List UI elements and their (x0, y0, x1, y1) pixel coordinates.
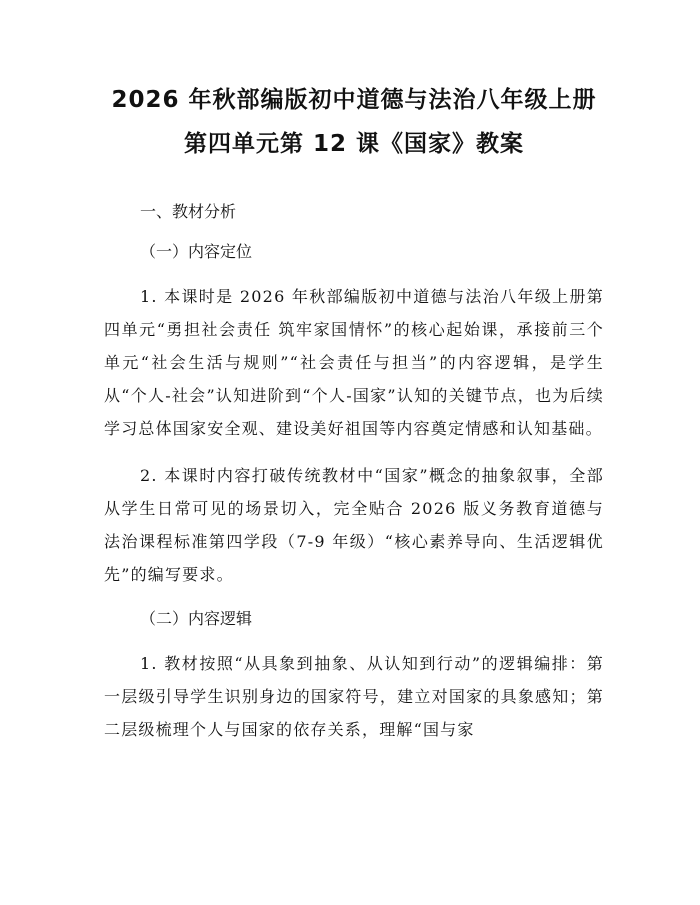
section-heading-textbook-analysis: 一、教材分析 (140, 202, 237, 221)
title-line-1: 2026 年秋部编版初中道德与法治八年级上册 (111, 87, 597, 113)
subsection-heading-content-positioning: （一）内容定位 (140, 242, 253, 261)
document-title (104, 78, 604, 166)
paragraph: 2. 本课时内容打破传统教材中“国家”概念的抽象叙事，全部从学生日常可见的场景切入，完全贴合 2026 版义务教育道德与法治课程标准第四学段（7-9 年级）“核心素养导向、生活逻辑优先”的编写要求。 (104, 466, 604, 584)
paragraph: 1. 教材按照“从具象到抽象、从认知到行动”的逻辑编排：第一层级引导学生识别身边的国家符号，建立对国家的具象感知；第二层级梳理个人与国家的依存关系，理解“国与家 (104, 654, 604, 739)
subsection-heading-content-logic: （二）内容逻辑 (140, 609, 253, 628)
title-line-2: 第四单元第 12 课《国家》教案 (183, 131, 525, 157)
paragraph: 1. 本课时是 2026 年秋部编版初中道德与法治八年级上册第四单元“勇担社会责任 筑牢家国情怀”的核心起始课，承接前三个单元“社会生活与规则”“社会责任与担当”的内容逻辑，是学生从“个人-社会”认知进阶到“个人-国家”认知的关键节点，也为后续学习总体国家安全观、建设美好祖国等内容奠定情感和认知基础。 (104, 287, 604, 438)
